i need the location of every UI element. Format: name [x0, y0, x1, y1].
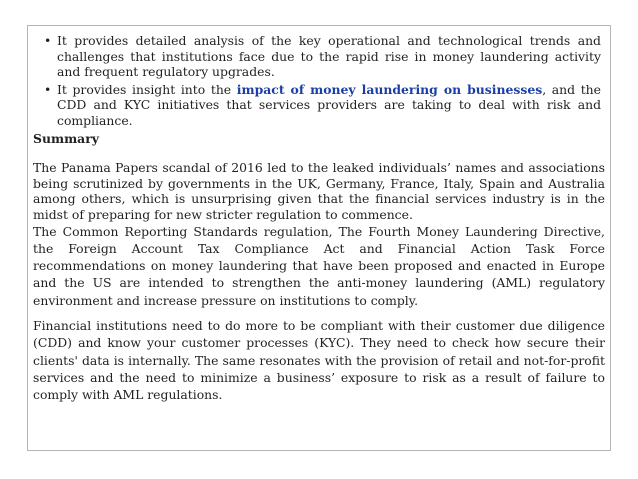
bullet-item-1 [44, 33, 601, 80]
bullet-item-2 [44, 81, 601, 129]
bullet-dot-icon: • [44, 81, 52, 97]
bullet-list [27, 33, 611, 129]
bullet-dot-icon: • [44, 33, 52, 48]
impact-link[interactable]: impact of money laundering on businesses [236, 81, 543, 97]
summary-heading: Summary [33, 130, 99, 146]
document-content [27, 33, 611, 404]
bullet-text-after: , and the CDD and KYC initiatives that services providers are taking to deal with risk and compliance. [57, 81, 601, 128]
paragraph-regulations: The Common Reporting Standards regulation, The Fourth Money Laundering Directive, the Foreign Account Tax Compliance Act and Financial Action Task Force recommendations on money laundering that have been proposed and enacted in Europe and the US are intended to strengthen the anti-money laundering (AML) regulatory environment and increase pressure on institutions to comply. [33, 223, 605, 308]
bullet-text-before: It provides insight into the [57, 81, 237, 97]
paragraph-financial-institutions: Financial institutions need to do more to be compliant with their customer due diligence (CDD) and know your customer processes (KYC). They need to check how secure their clients' data is internally. The same resonates with the provision of retail and not-for-profit services and the need to minimize a business’ exposure to risk as a result of failure to comply with AML regulations. [33, 318, 605, 403]
bullet-text: It provides detailed analysis of the key operational and technological trends and challenges that institutions face due to the rapid rise in money laundering activity and frequent regulatory upgrades. [57, 33, 601, 80]
paragraph-panama-papers: The Panama Papers scandal of 2016 led to the leaked individuals’ names and associations being scrutinized by governments in the UK, Germany, France, Italy, Spain and Australia among others, which is unsurprising given that the financial services industry is in the midst of preparing for new stricter regulation to commence. [33, 160, 605, 222]
